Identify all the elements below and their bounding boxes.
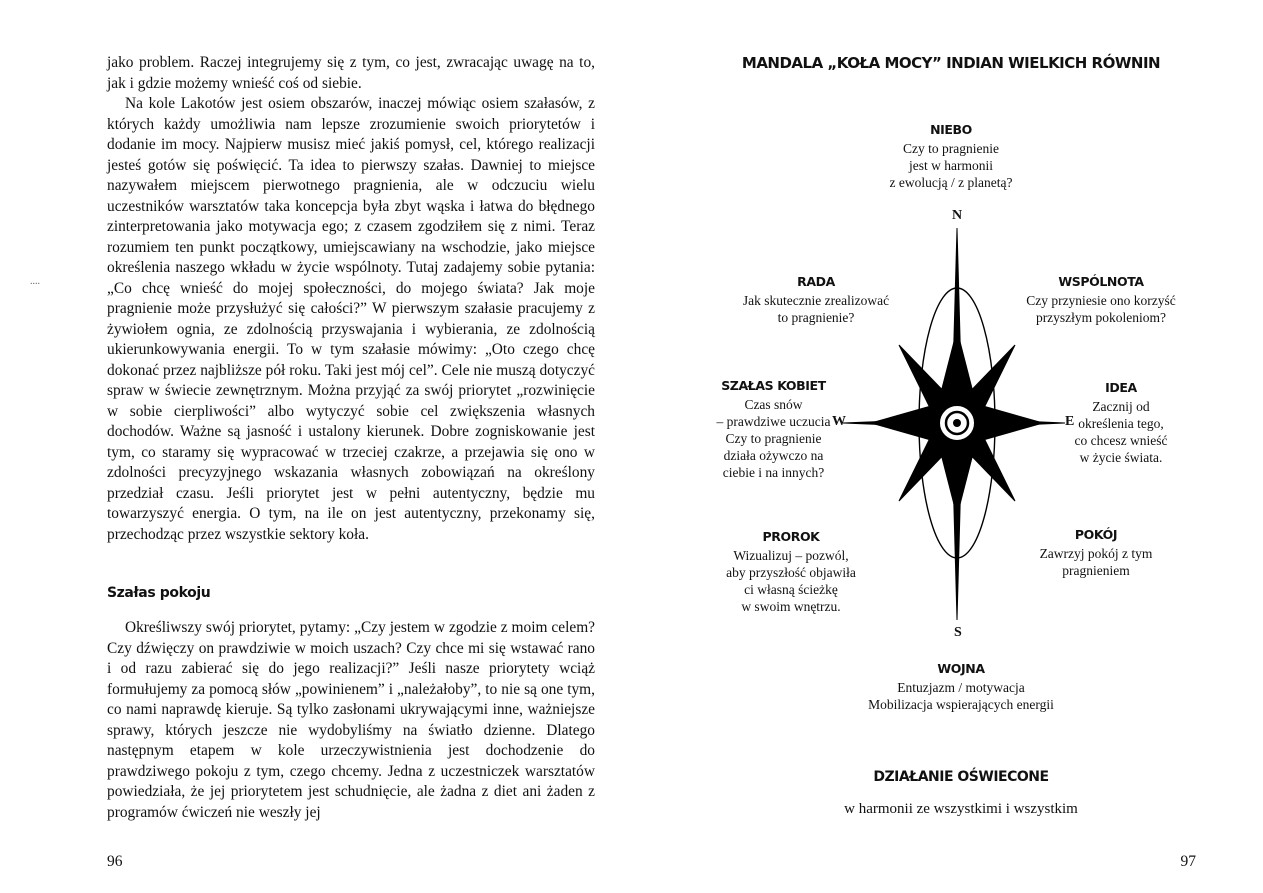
sector-line: pragnieniem bbox=[1062, 563, 1130, 578]
body-text-top bbox=[107, 53, 595, 545]
sector-line: – prawdziwe uczucia bbox=[716, 414, 831, 429]
sector-line: ciebie i na innych? bbox=[722, 465, 825, 480]
stray-mark: .... bbox=[30, 276, 40, 287]
sector-name: SZAŁAS KOBIET bbox=[721, 378, 826, 393]
sector-line: co chcesz wnieść bbox=[1074, 433, 1168, 448]
sector-name: IDEA bbox=[1105, 380, 1137, 395]
sector-line: Entuzjazm / motywacja bbox=[897, 680, 1025, 695]
sector-line: aby przyszłość objawiła bbox=[726, 565, 856, 580]
sector-rada bbox=[711, 273, 921, 326]
sector-pokoj bbox=[1021, 526, 1171, 579]
sector-prorok bbox=[711, 528, 871, 615]
section-heading: Szałas pokoju bbox=[107, 585, 211, 601]
compass-letter-w: W bbox=[832, 414, 846, 429]
body-text-bottom bbox=[107, 618, 595, 823]
mandala-title: MANDALA „KOŁA MOCY” INDIAN WIELKICH RÓWNIN bbox=[741, 54, 1161, 72]
page-number-right: 97 bbox=[1180, 853, 1196, 870]
compass-letter-s: S bbox=[954, 625, 962, 640]
sector-line: ci własną ścieżkę bbox=[744, 582, 838, 597]
sector-line: Zacznij od bbox=[1092, 399, 1150, 414]
sector-name: POKÓJ bbox=[1074, 527, 1118, 542]
sector-line: przyszłym pokoleniom? bbox=[1035, 310, 1167, 325]
sector-line: określenia tego, bbox=[1078, 416, 1164, 431]
sector-line: w swoim wnętrzu. bbox=[741, 599, 841, 614]
sector-line: Czas snów bbox=[744, 397, 803, 412]
sector-wojna bbox=[821, 660, 1101, 713]
sector-line: Zawrzyj pokój z tym bbox=[1039, 546, 1153, 561]
paragraph-2: Na kole Lakotów jest osiem obszarów, inaczej mówiąc osiem szałasów, z których każdy umożliwia nam lepsze zrozumienie swoich priorytetów i dodanie im mocy. Najpierw musisz mieć jakiś pomysł, cel, którego realizacji jesteś gotów się poświęcić. Ta idea to pierwszy szałas. Dawniej to miejsce nazywałem miejscem pierwotnego pragnienia, ale w odczuciu wielu uczestników warsztatów taka koncepcja była zbyt wąska i łatwa do błędnego zinterpretowania jako motywacja ego; z czasem zgodziłem się z nimi. Teraz rozumiem ten punkt początkowy, umiejscawiany na wschodzie, jako miejsce określenia naszego wkładu w życie wspólnoty. Tutaj zadajemy sobie pytania: „Co chcę wnieść do mojej społeczności, do mojego świata? Jak moje pragnienie może przysłużyć się całości?” W pierwszym szałasie pracujemy z żywiołem ognia, ze zdolnością przyswajania i wybierania, ze zdolnością ukierunkowywania energii. To w tym szałasie mówimy: „Oto czego chcę dokonać przez najbliższe pół roku. Taki jest mój cel”. Cele nie muszą dotyczyć spraw w świecie zewnętrznym. Można przyjąć za swój priorytet „rozwinięcie w sobie cierpliwości” albo wytyczyć sobie cel zwiększenia własnych dochodów. Ważne są jasność i ustalony kierunek. Dobre zogniskowanie jest tym, co staramy się wypracować w trzeciej czakrze, a przejawia się ono w zdolności precyzyjnego wskazania własnych zobowiązań na określony przedział czasu. Jeśli priorytet jest w pełni autentyczny, będzie mu towarzyszyć energia. O tym, na ile on jest autentyczny, przekonamy się, przechodząc przez wszystkie sektory koła. bbox=[107, 95, 595, 543]
sector-line: to pragnienie? bbox=[777, 310, 855, 325]
right-page bbox=[631, 0, 1263, 893]
sector-line: Czy przyniesie ono korzyść bbox=[1026, 293, 1176, 308]
sector-line: działa ożywczo na bbox=[723, 448, 824, 463]
compass-letter-e: E bbox=[1065, 414, 1075, 429]
enlightened-action-subtitle: w harmonii ze wszystkimi i wszystkim bbox=[844, 801, 1078, 817]
sector-name: PROROK bbox=[762, 529, 820, 544]
sector-wspolnota bbox=[1011, 273, 1191, 326]
sector-line: Czy to pragnienie bbox=[725, 431, 822, 446]
sector-szalas-kobiet bbox=[711, 377, 836, 481]
enlightened-action-title: DZIAŁANIE OŚWIECONE bbox=[873, 769, 1049, 785]
sector-name: WSPÓLNOTA bbox=[1058, 274, 1144, 289]
sector-line: w życie świata. bbox=[1079, 450, 1163, 465]
paragraph-3: Określiwszy swój priorytet, pytamy: „Czy jestem w zgodzie z moim celem? Czy dźwięczy on prawdziwie w moich uszach? Czy chce mi się wstawać rano i od razu zabierać się do jego realizacji?” Jeśli nasze priorytety wciąż formułujemy za pomocą słów „powinienem” i „należałoby”, to nie są one tym, co nami naprawdę kieruje. Są tylko zasłonami ukrywającymi inne, ważniejsze sprawy, których jeszcze nie wydobyliśmy na światło dzienne. Dlatego następnym etapem w kole urzeczywistnienia jest dochodzenie do prawdziwego pokoju z tym, czego chcemy. Jedna z uczestniczek warsztatów powiedziała, że jej priorytetem jest schudnięcie, ale żadna z diet ani żaden z programów ćwiczeń nie weszły jej bbox=[107, 619, 595, 821]
sector-line: Czy to pragnienie bbox=[903, 141, 999, 156]
left-page bbox=[0, 0, 631, 893]
sector-name: RADA bbox=[797, 274, 835, 289]
sector-idea bbox=[1061, 379, 1181, 466]
sector-line: jest w harmonii bbox=[909, 158, 993, 173]
page-number-left: 96 bbox=[107, 853, 123, 870]
sector-line: Wizualizuj – pozwól, bbox=[733, 548, 849, 563]
sector-line: Jak skutecznie zrealizować bbox=[742, 293, 890, 308]
sector-name: NIEBO bbox=[930, 122, 972, 137]
sector-line: z ewolucją / z planetą? bbox=[889, 175, 1013, 190]
compass-center-dot bbox=[953, 419, 961, 427]
paragraph-1: jako problem. Raczej integrujemy się z tym, co jest, zwracając uwagę na to, jak i gdzie możemy wnieść coś od siebie. bbox=[107, 54, 595, 92]
sector-niebo bbox=[841, 121, 1061, 191]
compass-letter-n: N bbox=[952, 208, 963, 223]
sector-line: Mobilizacja wspierających energii bbox=[868, 697, 1054, 712]
sector-name: WOJNA bbox=[937, 661, 985, 676]
